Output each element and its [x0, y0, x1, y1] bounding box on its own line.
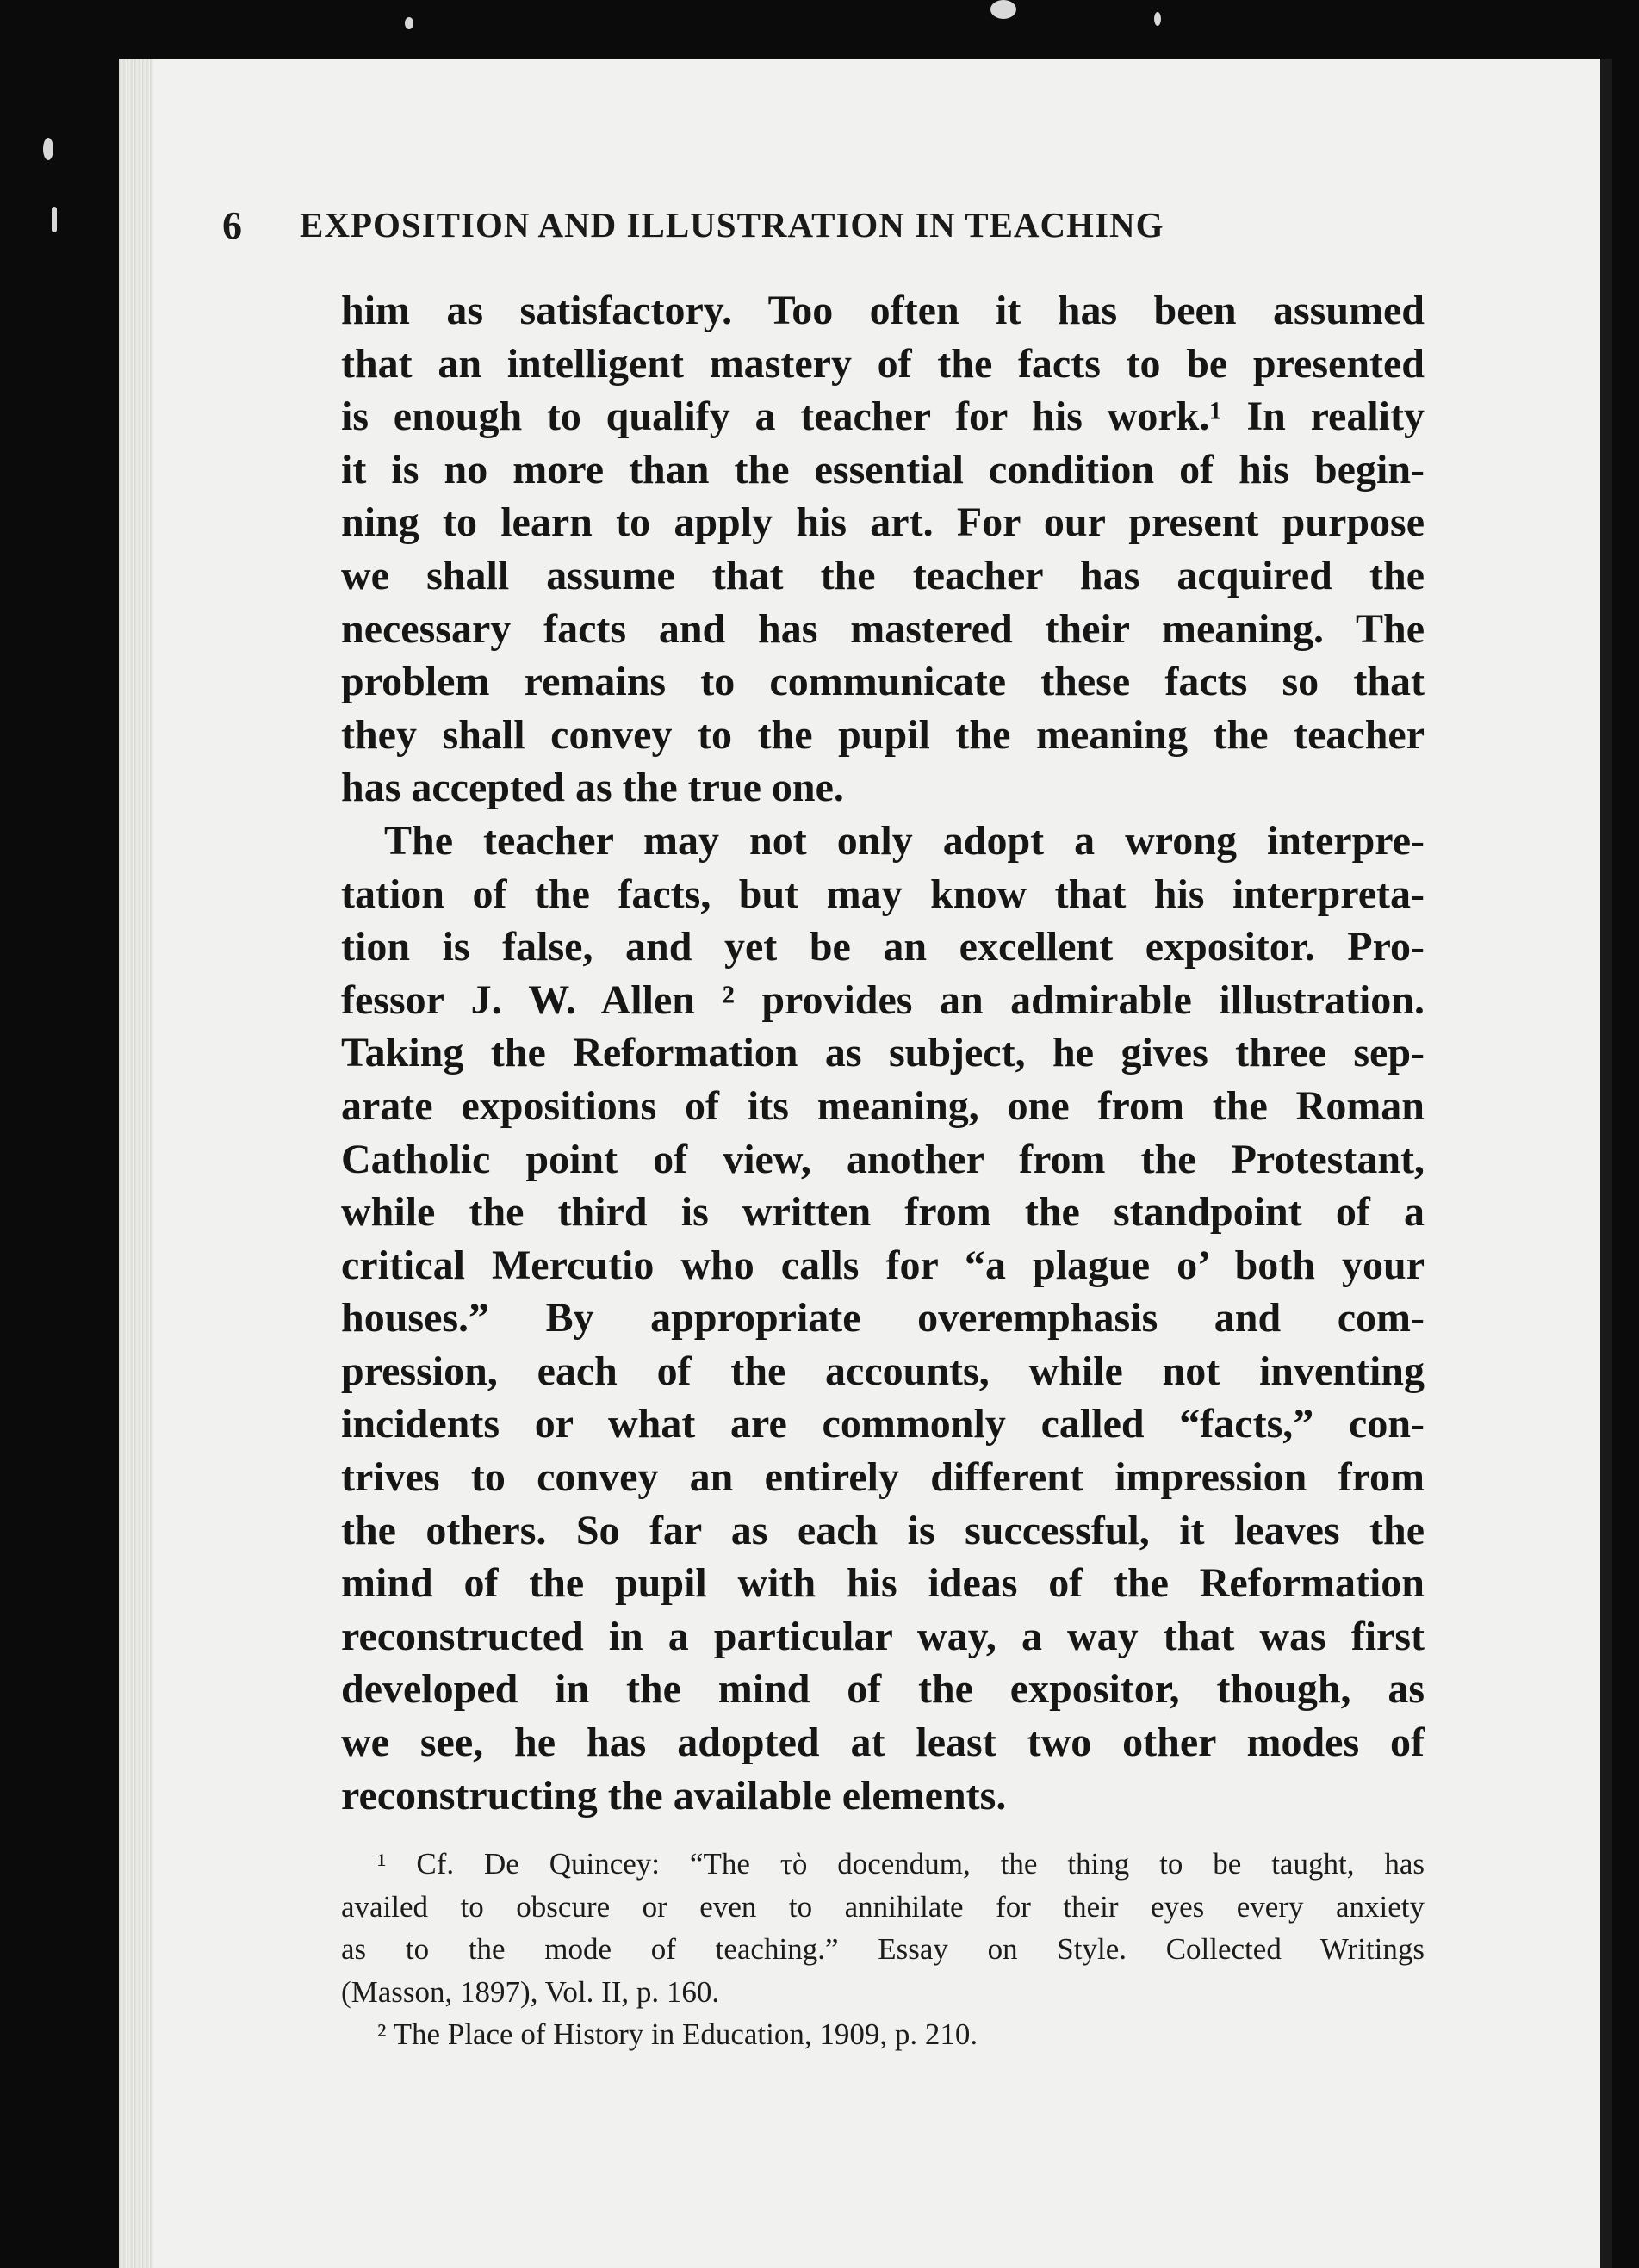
text-line: ning to learn to apply his art. For our present purpose — [341, 499, 1425, 546]
text-line: arate expositions of its meaning, one from the Roman — [341, 1082, 1425, 1129]
text-line: him as satisfactory. Too often it has been assumed — [341, 288, 1425, 333]
footnote-line: as to the mode of teaching.” Essay on Style. Collected Writings — [341, 1932, 1425, 1966]
text-line: mind of the pupil with his ideas of the Reformation — [341, 1560, 1425, 1607]
footnote-line: ¹ Cf. De Quincey: “The τὸ docendum, the thing to be taught, has — [377, 1847, 1425, 1881]
dust-speck — [52, 207, 57, 232]
text-line: is enough to qualify a teacher for his work.¹ In reality — [341, 393, 1425, 440]
dust-speck — [1154, 12, 1161, 26]
text-line: while the third is written from the standpoint of a — [341, 1189, 1425, 1236]
page-number: 6 — [222, 202, 243, 247]
text-line: tion is false, and yet be an excellent expositor. Pro- — [341, 924, 1425, 970]
footnote-line: availed to obscure or even to annihilate for their eyes every anxiety — [341, 1889, 1425, 1924]
text-line: the others. So far as each is successful, it leaves the — [341, 1507, 1425, 1553]
body-text — [341, 284, 1425, 1822]
dust-speck — [990, 0, 1016, 19]
text-line: reconstructed in a particular way, a way that was first — [341, 1613, 1425, 1659]
dust-speck — [43, 138, 53, 160]
text-line: that an intelligent mastery of the facts to be presented — [341, 340, 1425, 387]
text-line: problem remains to communicate these facts so that — [341, 659, 1425, 705]
footnotes — [341, 1843, 1425, 2056]
text-line: trives to convey an entirely different impression from — [341, 1454, 1425, 1501]
text-line: fessor J. W. Allen ² provides an admirable illustration. — [341, 976, 1425, 1023]
running-head — [222, 195, 1359, 255]
page-right-edge — [1600, 59, 1612, 2268]
dust-speck — [405, 17, 413, 29]
footnote-line: ² The Place of History in Education, 1909, p. 210. — [377, 2017, 978, 2051]
footnote-line: (Masson, 1897), Vol. II, p. 160. — [341, 1974, 720, 2009]
text-line: houses.” By appropriate overemphasis and com- — [341, 1295, 1425, 1342]
running-head-title: EXPOSITION AND ILLUSTRATION IN TEACHING — [300, 205, 1164, 245]
text-line: necessary facts and has mastered their meaning. The — [341, 605, 1425, 652]
text-line: it is no more than the essential condition of his begin- — [341, 446, 1425, 493]
text-line: we see, he has adopted at least two other modes of — [341, 1720, 1425, 1766]
text-line: Taking the Reformation as subject, he gives three sep- — [341, 1030, 1425, 1076]
text-line: Catholic point of view, another from the Protestant, — [341, 1136, 1425, 1182]
text-line: they shall convey to the pupil the meaning the teacher — [341, 711, 1425, 758]
text-line: developed in the mind of the expositor, though, as — [341, 1666, 1425, 1713]
text-line: The teacher may not only adopt a wrong interpre- — [384, 817, 1425, 864]
text-line: we shall assume that the teacher has acquired the — [341, 552, 1425, 598]
text-line: tation of the facts, but may know that his interpreta- — [341, 871, 1425, 917]
page-binding-edge — [119, 59, 153, 2268]
text-line: incidents or what are commonly called “facts,” con- — [341, 1401, 1425, 1447]
text-line: pression, each of the accounts, while not inventing — [341, 1348, 1425, 1394]
text-line: reconstructing the available elements. — [341, 1772, 1007, 1819]
text-line: has accepted as the true one. — [341, 765, 844, 811]
text-line: critical Mercutio who calls for “a plague o’ both your — [341, 1242, 1425, 1288]
